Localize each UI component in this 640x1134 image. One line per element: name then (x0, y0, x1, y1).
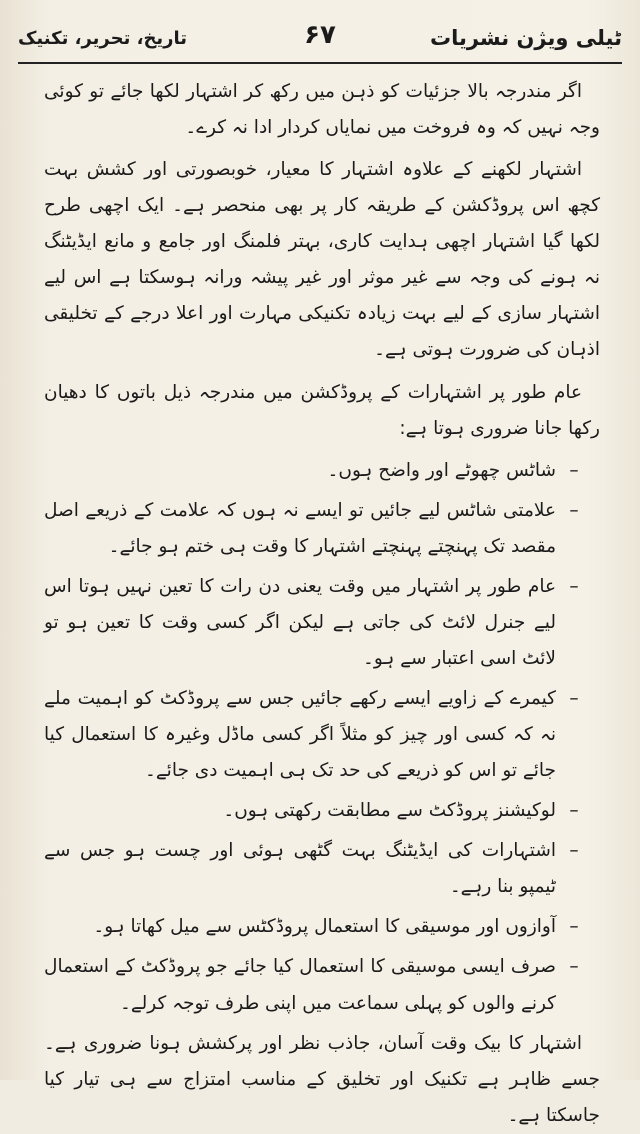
list-item-text: لوکیشنز پروڈکٹ سے مطابقت رکھتی ہوں۔ (223, 800, 556, 822)
paragraph: اگر مندرجہ بالا جزئیات کو ذہن میں رکھ کر اشتہار لکھا جائے تو کوئی وجہ نہیں کہ وہ فروخت میں نمایاں کردار ادا نہ کرے۔ (44, 81, 600, 139)
dash-bullet: – (569, 688, 579, 709)
dash-bullet: – (569, 575, 579, 597)
dash-bullet: – (569, 956, 579, 978)
page-body (44, 74, 600, 1126)
list-item (44, 493, 582, 565)
closing-paragraph: اشتہار کا بیک وقت آسان، جاذب نظر اور پرکشش ہونا ضروری ہے۔ جسے ظاہر ہے تکنیک اور تخلیق کے مناسب امتزاج سے ہی تیار کیا جاسکتا ہے۔ (44, 1032, 600, 1126)
list-item (44, 569, 582, 677)
list-item-text: صرف ایسی موسیقی کا استعمال کیا جائے جو پروڈکٹ کے استعمال کرنے والوں کو پہلی سماعت میں اپنی طرف توجہ کرلے۔ (44, 956, 556, 1014)
list-item-text: آوازوں اور موسیقی کا استعمال پروڈکٹس سے میل کھاتا ہو۔ (93, 916, 556, 938)
list-item-text: اشتہارات کی ایڈیٹنگ بہت گٹھی ہوئی اور چست ہو جس سے ٹیمپو بنا رہے۔ (44, 840, 556, 898)
paragraph: اشتہار لکھنے کے علاوہ اشتہار کا معیار، خوبصورتی اور کشش بہت کچھ اس پروڈکشن کے طریقہ کار پر بھی منحصر ہے۔ ایک اچھی طرح لکھا گیا اشتہار اچھی ہدایت کاری، بہتر فلمنگ اور جامع و مانع ایڈیٹنگ نہ ہونے کی وجہ سے غیر موثر اور غیر پیشہ ورانہ ہوسکتا ہے اس لیے اشتہار سازی کے لیے بہت زیادہ تکنیکی مہارت اور اعلا درجے کے تخلیقی اذہان کی ضرورت ہوتی ہے۔ (44, 159, 600, 361)
dash-bullet: – (569, 840, 579, 862)
page-number: ۶۷ (304, 20, 336, 50)
dash-bullet: – (569, 459, 579, 481)
list-item (44, 681, 582, 789)
list-item (44, 453, 582, 489)
list-item (44, 909, 582, 945)
dash-bullet: – (569, 499, 579, 521)
list-item-text: کیمرے کے زاویے ایسے رکھے جائیں جس سے پروڈکٹ کو اہمیت ملے نہ کہ کسی اور چیز کو مثلاً اگر کسی ماڈل وغیرہ کا استعمال کیا جائے تو اس کو ذریعے کی حد تک ہی اہمیت دی جائے۔ (44, 688, 556, 782)
bullet-list (44, 453, 600, 1022)
list-item-text: شاٹس چھوٹے اور واضح ہوں۔ (327, 459, 556, 481)
page-header (18, 18, 622, 64)
dash-bullet: – (569, 916, 579, 938)
list-item-text: علامتی شاٹس لیے جائیں تو ایسے نہ ہوں کہ علامت کے ذریعے اصل مقصد تک پہنچتے پہنچتے اشتہار کا وقت ہی ختم ہو جائے۔ (44, 499, 556, 557)
list-item (44, 833, 582, 905)
list-item-text: عام طور پر اشتہار میں وقت یعنی دن رات کا تعین نہیں ہوتا اس لیے جنرل لائٹ کی جاتی ہے لیکن اگر کسی وقت کا تعین ہو تو لائٹ اسی اعتبار سے ہو۔ (44, 575, 556, 669)
paragraph: عام طور پر اشتہارات کے پروڈکشن میں مندرجہ ذیل باتوں کا دھیان رکھا جانا ضروری ہوتا ہے: (44, 381, 600, 439)
header-divider (18, 62, 622, 64)
running-subtitle: تاریخ، تحریر، تکنیک (18, 28, 188, 49)
list-item (44, 949, 582, 1021)
running-title: ٹیلی ویژن نشریات (429, 26, 622, 50)
dash-bullet: – (569, 800, 579, 822)
list-item (44, 793, 582, 829)
